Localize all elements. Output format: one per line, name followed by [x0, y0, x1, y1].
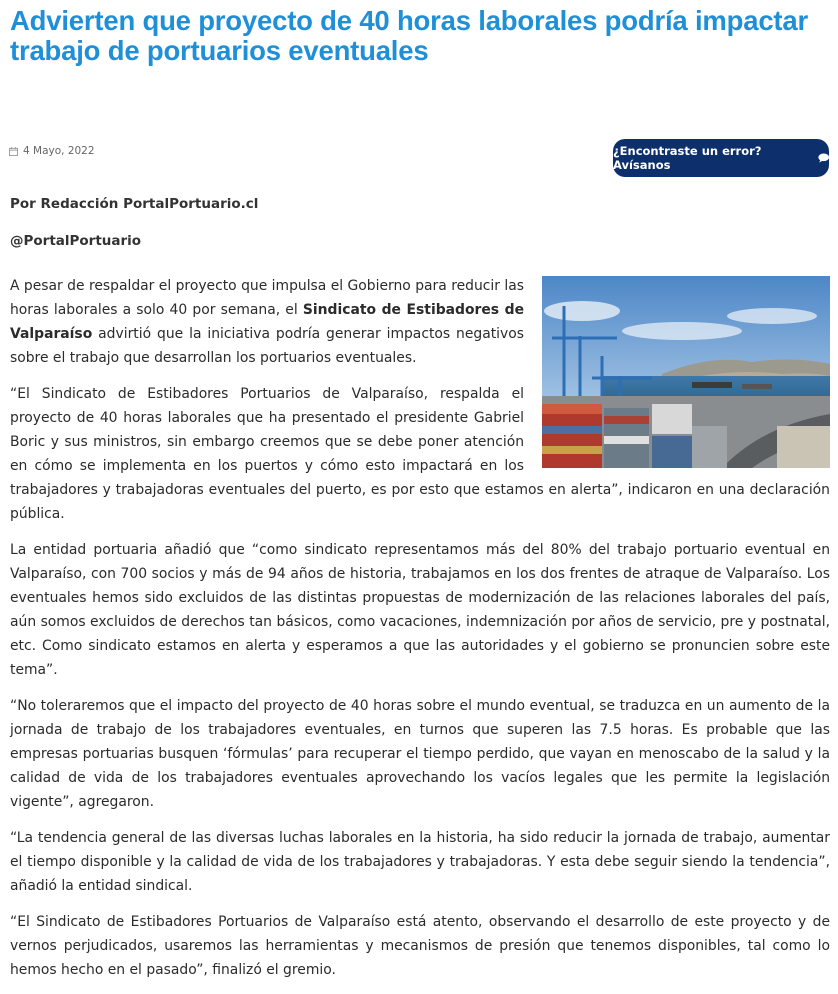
calendar-icon: [9, 147, 18, 156]
paragraph-6: “El Sindicato de Estibadores Portuarios de Valparaíso está atento, observando el desarrollo de este proyecto y de vernos perjudicados, usaremos las herramientas y mecanismos de presión que tenemos disponibles, tal como lo hemos hecho en el pasado”, finalizó el gremio.: [10, 914, 830, 978]
comment-bubble-icon: [818, 153, 829, 163]
twitter-handle: @PortalPortuario: [10, 233, 142, 249]
publish-date: [9, 145, 95, 157]
paragraph-1: A pesar de respaldar el proyecto que impulsa el Gobierno para reducir las horas laborales a solo 40 por semana, el Sindicato de Estibadores de Valparaíso advirtió que la iniciativa podría generar impactos negativos sobre el trabajo que desarrollan los portuarios eventuales.: [10, 278, 524, 366]
publish-date-text: 4 Mayo, 2022: [23, 145, 95, 157]
paragraph-2: “El Sindicato de Estibadores Portuarios de Valparaíso, respalda el proyecto de 40 horas laborales que ha presentado el presidente Gabriel Boric y sus ministros, sin embargo creemos que se debe poner atención en cómo se implementa en los puertos y cómo esto impactará en los trabajadores y trabajadoras eventuales del puerto, es por esto que estamos en alerta”, indicaron en una declaración pública.: [10, 386, 830, 522]
port-photo: [542, 276, 830, 468]
union-name: Sindicato de Estibadores de Valparaíso: [10, 302, 524, 342]
report-error-button[interactable]: [613, 139, 829, 177]
report-error-label: ¿Encontraste un error? Avísanos: [613, 144, 762, 172]
byline: Por Redacción PortalPortuario.cl: [10, 196, 259, 212]
paragraph-5: “La tendencia general de las diversas luchas laborales en la historia, ha sido reducir la jornada de trabajo, aumentar el tiempo disponible y la calidad de vida de los trabajadores y trabajadoras. Y esta debe seguir siendo la tendencia”, añadió la entidad sindical.: [10, 830, 830, 894]
article-body: [10, 274, 830, 994]
article-title: Advierten que proyecto de 40 horas laborales podría impactar trabajo de portuarios eventuales: [10, 5, 808, 66]
paragraph-4: “No toleraremos que el impacto del proyecto de 40 horas sobre el mundo eventual, se traduzca en un aumento de la jornada de trabajo de los trabajadores eventuales, en turnos que superen las 7.5 horas. Es probable que las empresas portuarias busquen ‘fórmulas’ para recuperar el tiempo perdido, que vayan en menoscabo de la salud y la calidad de vida de los trabajadores eventuales aprovechando los vacíos legales que les permite la legislación vigente”, agregaron.: [10, 698, 830, 810]
paragraph-3: La entidad portuaria añadió que “como sindicato representamos más del 80% del trabajo portuario eventual en Valparaíso, con 700 socios y más de 94 años de historia, trabajamos en los dos frentes de atraque de Valparaíso. Los eventuales hemos sido excluidos de las distintas propuestas de modernización de las relaciones laborales del país, aún somos excluidos de derechos tan básicos, como vacaciones, indemnización por años de servicio, pre y postnatal, etc. Como sindicato estamos en alerta y esperamos a que las autoridades y el gobierno se pronuncien sobre este tema”.: [10, 542, 830, 678]
